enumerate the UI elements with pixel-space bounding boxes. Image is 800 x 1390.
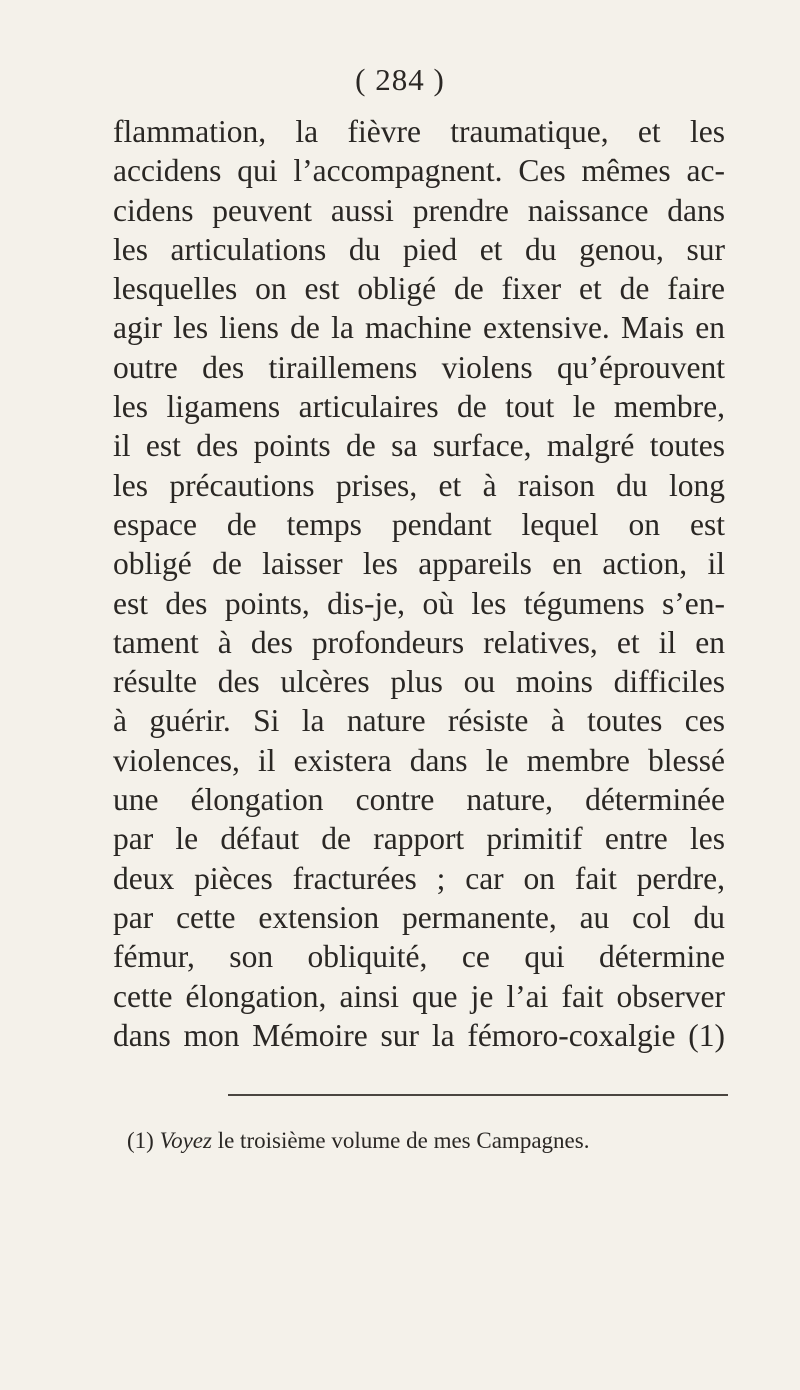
text-line: flammation, la fièvre traumatique, et les <box>113 114 725 149</box>
text-line: accidens qui l’accompagnent. Ces mêmes ac- <box>113 153 725 189</box>
footnote <box>127 1128 727 1154</box>
text-line: dans mon Mémoire sur la fémoro-coxalgie (1) <box>113 1017 725 1053</box>
footnote-text: le troisième volume de mes Campagnes. <box>217 1128 590 1153</box>
text-line: cidens peuvent aussi prendre naissance dans <box>113 192 725 228</box>
footnote-divider <box>228 1094 728 1096</box>
text-line: une élongation contre nature, déterminée <box>113 782 725 818</box>
text-line: il est des points de sa surface, malgré toutes <box>113 428 725 464</box>
text-line: violences, il existera dans le membre blessé <box>113 742 725 778</box>
text-line: est des points, dis-je, où les tégumens s’en- <box>113 585 725 621</box>
text-line: outre des tiraillemens violens qu’éprouvent <box>113 349 725 385</box>
text-line: lesquelles on est obligé de fixer et de faire <box>113 271 725 307</box>
footnote-italic-word: Voyez <box>159 1128 212 1153</box>
text-line: les ligamens articulaires de tout le membre, <box>113 389 725 425</box>
text-line: résulte des ulcères plus ou moins difficiles <box>113 664 725 700</box>
body-text <box>113 112 725 1055</box>
text-line: les articulations du pied et du genou, sur <box>113 231 725 267</box>
text-line: tament à des profondeurs relatives, et il en <box>113 624 725 660</box>
text-line: obligé de laisser les appareils en action, il <box>113 546 725 582</box>
text-line: les précautions prises, et à raison du long <box>113 467 725 503</box>
text-line: agir les liens de la machine extensive. Mais en <box>113 310 725 346</box>
text-line: cette élongation, ainsi que je l’ai fait observer <box>113 978 725 1014</box>
text-line: fémur, son obliquité, ce qui détermine <box>113 939 725 975</box>
text-line: par le défaut de rapport primitif entre les <box>113 821 725 857</box>
page-number: ( 284 ) <box>355 62 445 97</box>
text-line: par cette extension permanente, au col du <box>113 899 725 935</box>
text-line: deux pièces fracturées ; car on fait perdre, <box>113 860 725 896</box>
text-line: espace de temps pendant lequel on est <box>113 506 725 542</box>
footnote-marker: (1) <box>127 1128 154 1153</box>
text-line: à guérir. Si la nature résiste à toutes ces <box>113 703 725 739</box>
